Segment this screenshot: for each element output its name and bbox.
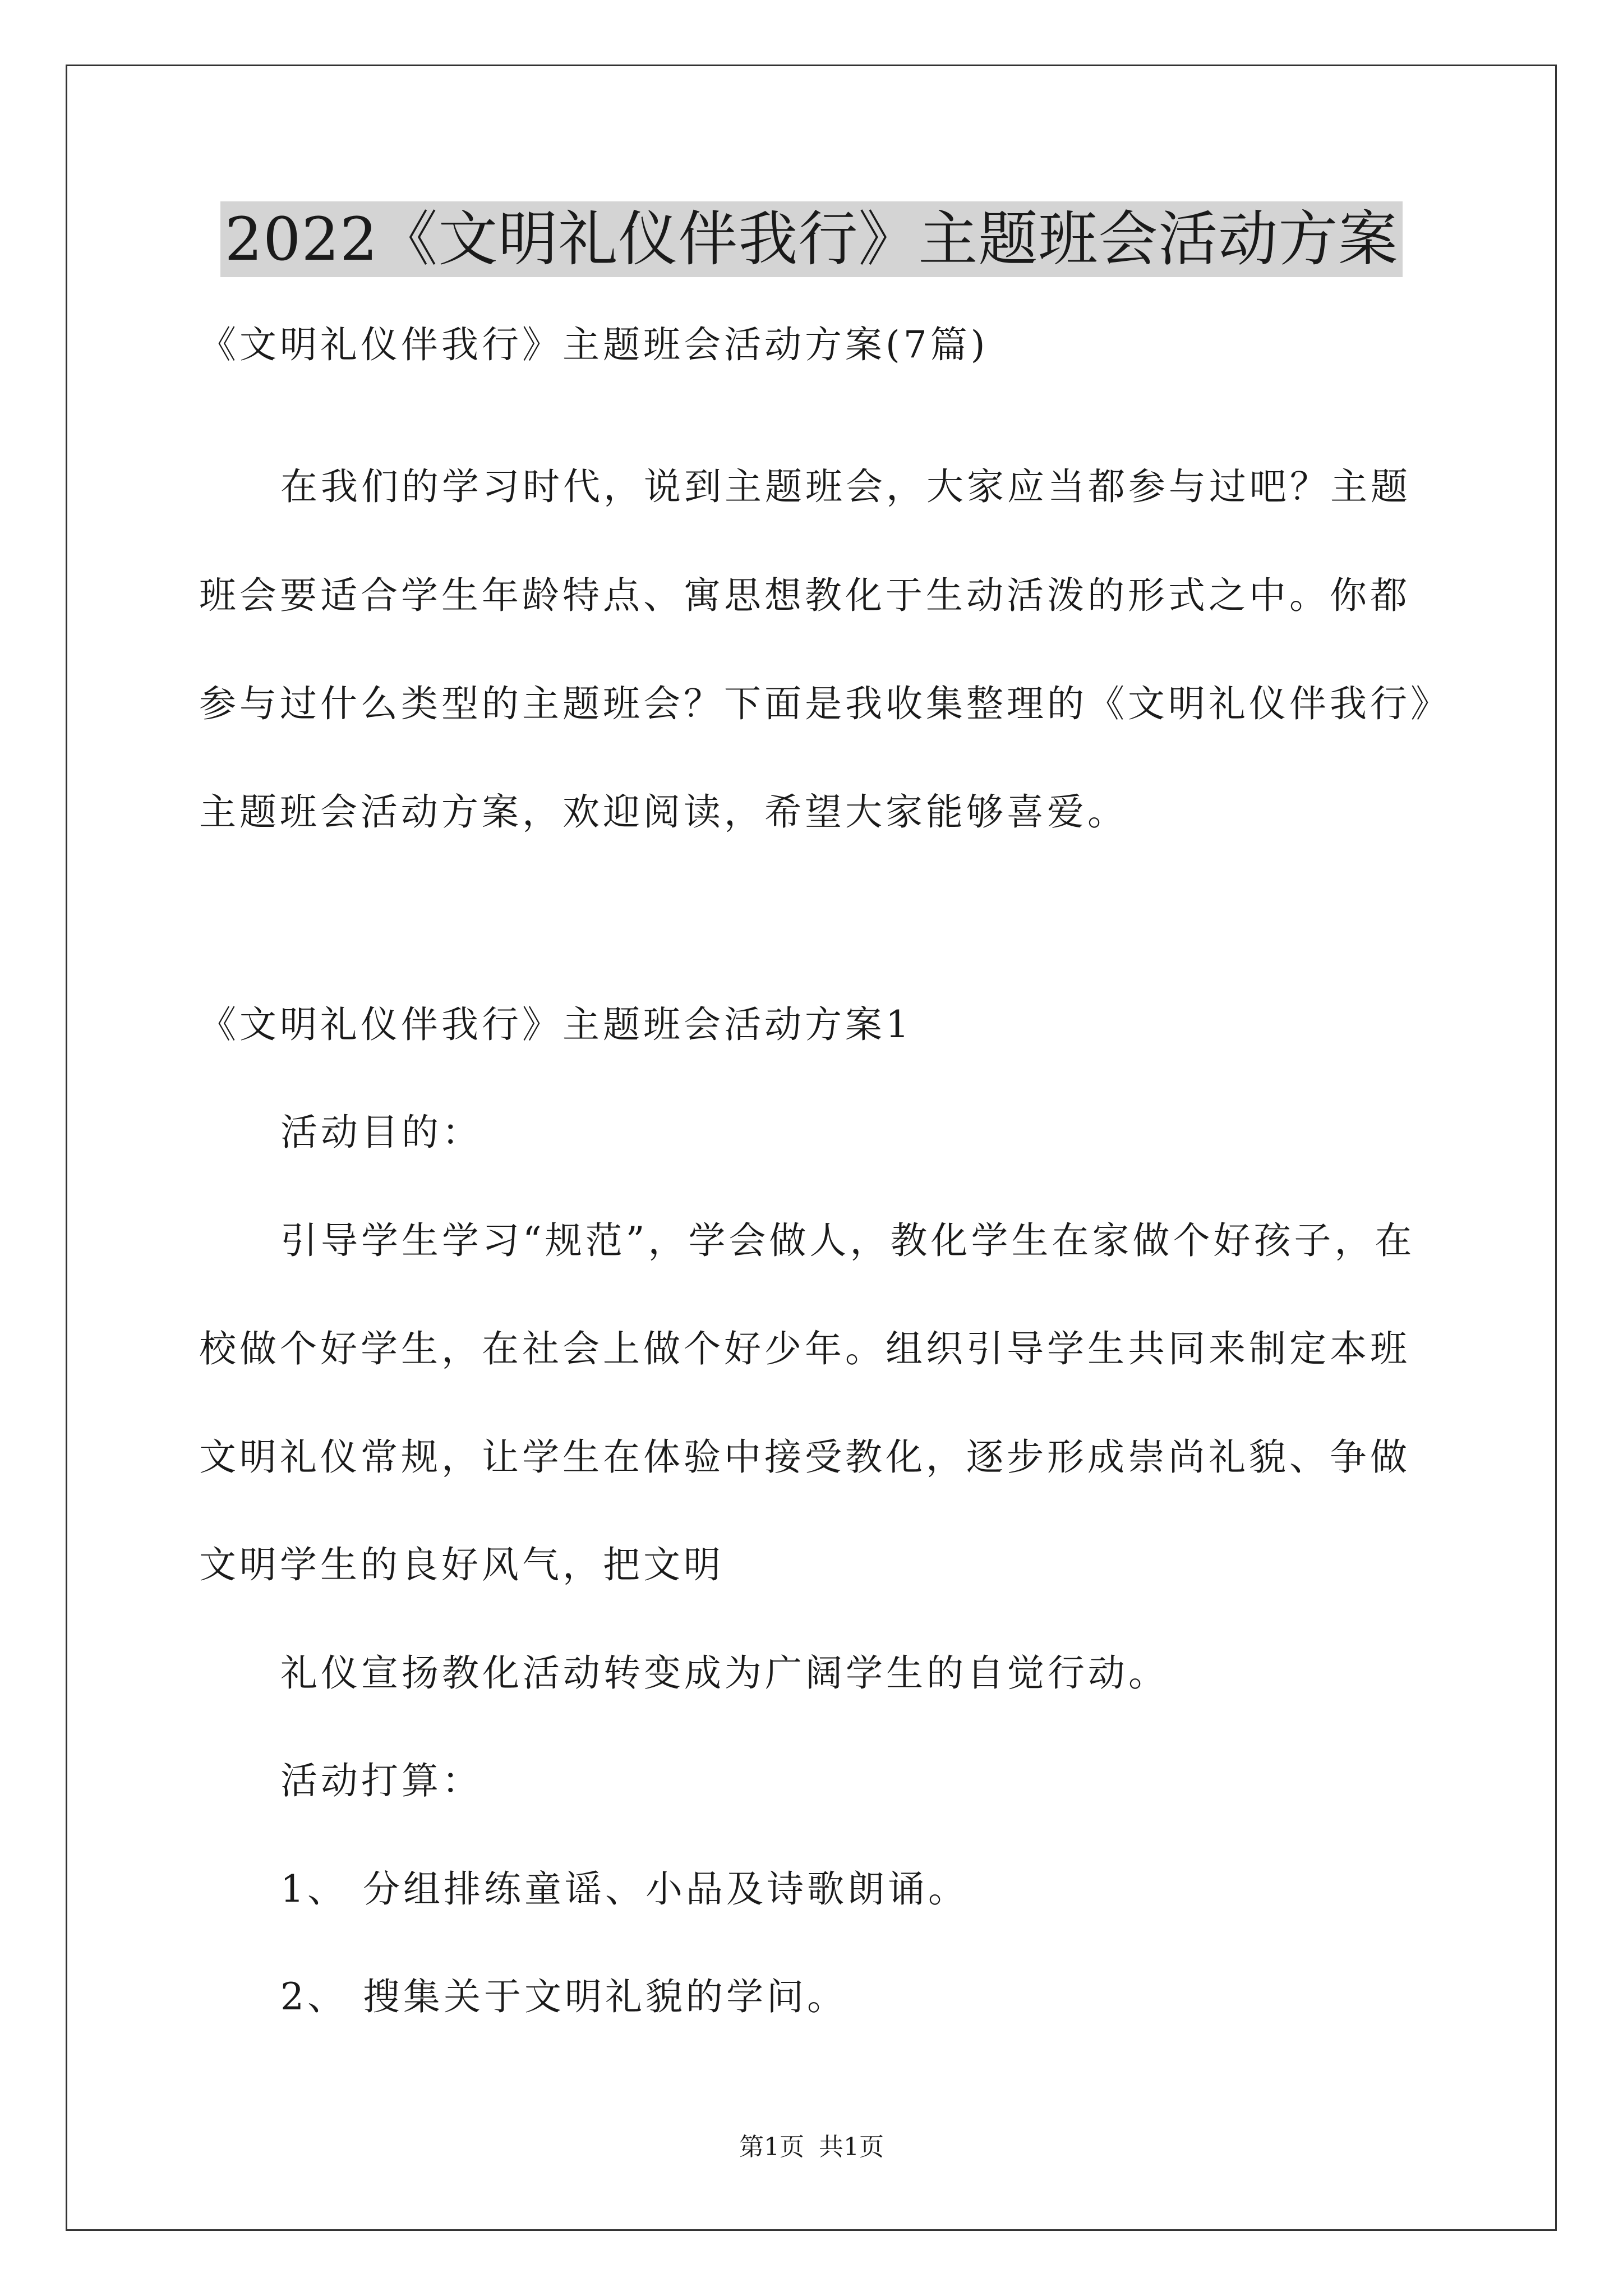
intro-line-1: 在我们的学习时代，说到主题班会，大家应当都参与过吧？主题	[280, 465, 1411, 508]
purpose-continuation: 礼仪宣扬教化活动转变成为广阔学生的自觉行动。	[280, 1651, 1169, 1695]
intro-line-2: 班会要适合学生年龄特点、寓思想教化于生动活泼的形式之中。你都	[199, 574, 1410, 617]
document-subtitle: 《文明礼仪伴我行》主题班会活动方案(7篇)	[199, 323, 989, 366]
section-heading: 《文明礼仪伴我行》主题班会活动方案1	[199, 1003, 912, 1046]
intro-line-4: 主题班会活动方案，欢迎阅读，希望大家能够喜爱。	[199, 790, 1128, 834]
plan-item-1: 1、 分组排练童谣、小品及诗歌朗诵。	[280, 1867, 969, 1911]
purpose-label: 活动目的：	[280, 1111, 482, 1154]
document-title-text: 2022《文明礼仪伴我行》主题班会活动方案	[220, 201, 1403, 277]
plan-item-2: 2、 搜集关于文明礼貌的学问。	[280, 1975, 847, 2018]
page-footer: 第1页 共1页	[739, 2133, 884, 2161]
plan-label: 活动打算：	[280, 1759, 482, 1802]
purpose-line-4: 文明学生的良好风气，把文明	[199, 1543, 724, 1586]
purpose-line-3: 文明礼仪常规，让学生在体验中接受教化，逐步形成崇尚礼貌、争做	[199, 1435, 1410, 1479]
purpose-line-2: 校做个好学生，在社会上做个好少年。组织引导学生共同来制定本班	[199, 1327, 1410, 1370]
document-title	[0, 203, 1623, 276]
purpose-line-1: 引导学生学习“规范”，学会做人，教化学生在家做个好孩子，在	[280, 1219, 1415, 1262]
intro-line-3: 参与过什么类型的主题班会？下面是我收集整理的《文明礼仪伴我行》	[199, 682, 1451, 725]
